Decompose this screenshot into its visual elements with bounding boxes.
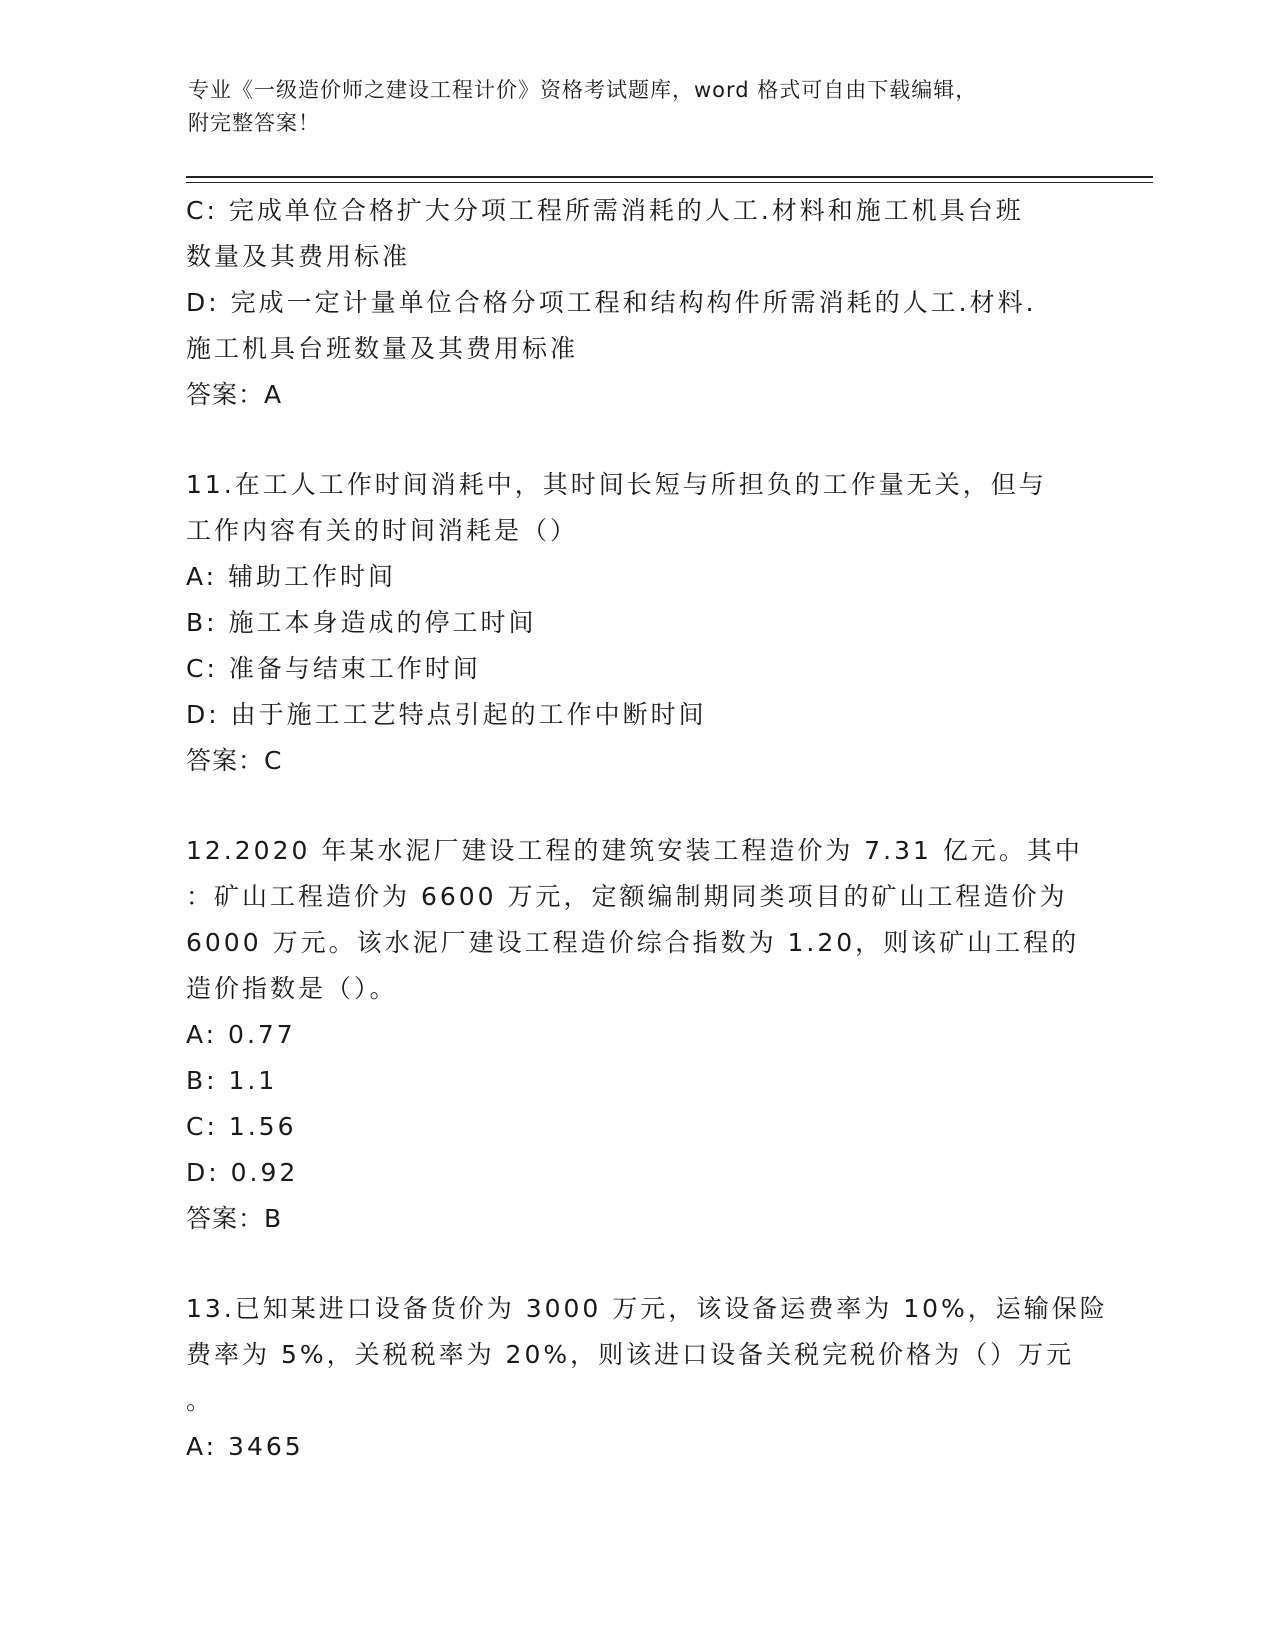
spacer <box>186 1242 1086 1286</box>
header-line-2: 附完整答案！ <box>188 111 320 135</box>
option-a: A: 3465 <box>186 1432 304 1461</box>
question-stem-line-4: 造价指数是（）。 <box>186 974 398 1003</box>
option-d-line-1: D: 完成一定计量单位合格分项工程和结构构件所需消耗的人工.材料. <box>186 288 1037 317</box>
option-c-line-1: C: 完成单位合格扩大分项工程所需消耗的人工.材料和施工机具台班 <box>186 196 1024 225</box>
spacer <box>186 418 1086 462</box>
option-a: A: 辅助工作时间 <box>186 562 397 591</box>
header-line-1: 专业《一级造价师之建设工程计价》资格考试题库，word 格式可自由下载编辑， <box>188 78 978 102</box>
spacer <box>186 784 1086 828</box>
option-d: D: 0.92 <box>186 1158 299 1187</box>
option-a: A: 0.77 <box>186 1020 296 1049</box>
question-stem-line-3: 。 <box>186 1386 215 1415</box>
option-d-line-2: 施工机具台班数量及其费用标准 <box>186 334 579 363</box>
question-13 <box>186 1286 1108 1470</box>
question-10-tail <box>186 188 1086 418</box>
option-c: C: 准备与结束工作时间 <box>186 654 481 683</box>
answer-line: 答案：B <box>186 1204 283 1233</box>
question-11 <box>186 462 1086 784</box>
document-body <box>186 188 1108 1470</box>
option-d: D: 由于施工工艺特点引起的工作中断时间 <box>186 700 707 729</box>
header-rule-thin <box>186 182 1153 183</box>
option-b: B: 施工本身造成的停工时间 <box>186 608 537 637</box>
answer-line: 答案：C <box>186 746 283 775</box>
option-b: B: 1.1 <box>186 1066 278 1095</box>
document-header <box>188 74 1088 140</box>
question-stem-line-2: ：矿山工程造价为 6600 万元，定额编制期同类项目的矿山工程造价为 <box>186 882 1068 911</box>
question-stem-line-1: 12.2020 年某水泥厂建设工程的建筑安装工程造价为 7.31 亿元。其中 <box>186 836 1083 865</box>
question-stem-line-1: 11.在工人工作时间消耗中，其时间长短与所担负的工作量无关，但与 <box>186 470 1047 499</box>
answer-line: 答案：A <box>186 380 283 409</box>
question-stem-line-3: 6000 万元。该水泥厂建设工程造价综合指数为 1.20，则该矿山工程的 <box>186 928 1080 957</box>
question-stem-line-1: 13.已知某进口设备货价为 3000 万元，该设备运费率为 10%，运输保险 <box>186 1294 1108 1323</box>
question-stem-line-2: 工作内容有关的时间消耗是（） <box>186 516 579 545</box>
option-c: C: 1.56 <box>186 1112 297 1141</box>
question-12 <box>186 828 1086 1242</box>
header-rule-thick <box>186 176 1153 178</box>
question-stem-line-2: 费率为 5%，关税税率为 20%，则该进口设备关税完税价格为（）万元 <box>186 1340 1075 1369</box>
option-c-line-2: 数量及其费用标准 <box>186 242 411 271</box>
